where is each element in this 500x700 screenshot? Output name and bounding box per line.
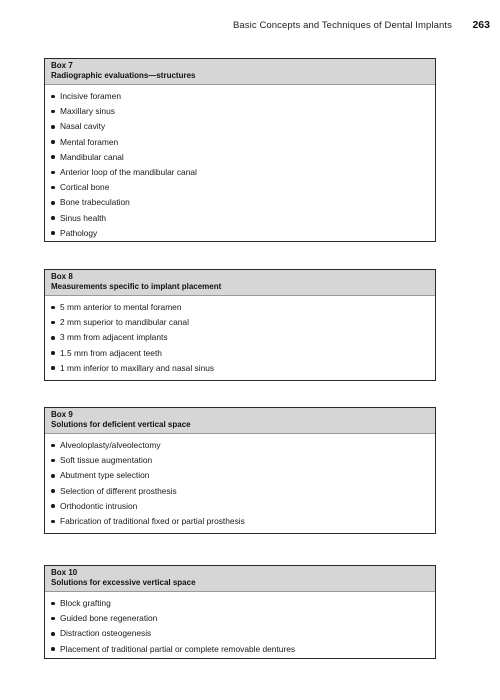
list-item [51, 104, 435, 119]
list-item-text: 5 mm anterior to mental foramen [60, 302, 182, 312]
list-item [51, 135, 435, 150]
list-item-text: Soft tissue augmentation [60, 455, 153, 466]
list-item [51, 119, 435, 134]
box-header [45, 566, 435, 592]
box-7 [44, 58, 436, 242]
box-number: Box 10 [51, 568, 78, 577]
bullet-icon [51, 125, 55, 129]
list-item-text: Orthodontic intrusion [60, 500, 138, 511]
list-item-text: Bone trabeculation [60, 197, 130, 208]
list-item [51, 89, 435, 104]
list-item-text: Fabrication of traditional fixed or partial prosthesis [60, 516, 245, 527]
list-item-text: Block grafting [60, 598, 111, 608]
list-item [51, 484, 435, 499]
box-item-list [45, 296, 435, 376]
bullet-icon [51, 306, 55, 310]
bullet-icon [51, 231, 55, 235]
list-item [51, 226, 435, 241]
list-item [51, 642, 435, 657]
list-item [51, 315, 435, 330]
list-item [51, 611, 435, 626]
bullet-icon [51, 321, 55, 325]
list-item [51, 596, 435, 611]
bullet-icon [51, 366, 55, 370]
list-item-text: Nasal cavity [60, 121, 106, 132]
bullet-icon [51, 351, 55, 355]
bullet-icon [51, 171, 55, 175]
list-item [51, 300, 435, 315]
bullet-icon [51, 504, 55, 508]
list-item-text: 2 mm superior to mandibular canal [60, 317, 189, 328]
list-item-text: 3 mm from adjacent implants [60, 332, 168, 343]
list-item-text: 1.5 mm from adjacent teeth [60, 347, 162, 358]
bullet-icon [51, 95, 55, 99]
box-header [45, 270, 435, 296]
list-item-text: Sinus health [60, 212, 107, 223]
list-item [51, 180, 435, 195]
list-item-text: Mandibular canal [60, 151, 124, 162]
list-item [51, 468, 435, 483]
box-header [45, 59, 435, 85]
list-item [51, 165, 435, 180]
bullet-icon [51, 647, 55, 651]
list-item-text: Cortical bone [60, 182, 110, 193]
list-item [51, 361, 435, 376]
list-item-text: Pathology [60, 227, 98, 238]
bullet-icon [51, 632, 55, 636]
page-number: 263 [472, 19, 490, 31]
bullet-icon [51, 336, 55, 340]
box-number: Box 7 [51, 61, 73, 70]
box-title: Radiographic evaluations—structures [51, 71, 196, 80]
list-item [51, 499, 435, 514]
bullet-icon [51, 474, 55, 478]
list-item [51, 346, 435, 361]
list-item [51, 150, 435, 165]
list-item-text: Placement of traditional partial or complete removable dentures [60, 643, 296, 654]
running-header [0, 20, 500, 34]
box-title: Solutions for excessive vertical space [51, 578, 196, 587]
list-item-text: 1 mm inferior to maxillary and nasal sinus [60, 362, 215, 373]
list-item [51, 438, 435, 453]
list-item [51, 211, 435, 226]
running-header-title: Basic Concepts and Techniques of Dental Implants [232, 20, 452, 31]
list-item [51, 195, 435, 210]
box-title: Solutions for deficient vertical space [51, 420, 191, 429]
box-9 [44, 407, 436, 534]
box-number: Box 9 [51, 410, 73, 419]
bullet-icon [51, 201, 55, 205]
box-number: Box 8 [51, 272, 73, 281]
list-item-text: Incisive foramen [60, 91, 121, 101]
bullet-icon [51, 459, 55, 463]
list-item-text: Mental foramen [60, 136, 119, 147]
bullet-icon [51, 216, 55, 220]
list-item-text: Anterior loop of the mandibular canal [60, 167, 197, 178]
bullet-icon [51, 520, 55, 524]
list-item-text: Maxillary sinus [60, 106, 115, 117]
list-item-text: Distraction osteogenesis [60, 628, 152, 639]
list-item [51, 330, 435, 345]
list-item-text: Abutment type selection [60, 470, 150, 481]
list-item-text: Guided bone regeneration [60, 613, 158, 624]
list-item-text: Alveoloplasty/alveolectomy [60, 440, 161, 450]
bullet-icon [51, 602, 55, 606]
box-item-list [45, 592, 435, 657]
bullet-icon [51, 155, 55, 159]
box-8 [44, 269, 436, 381]
box-10 [44, 565, 436, 659]
box-title: Measurements specific to implant placement [51, 282, 222, 291]
bullet-icon [51, 489, 55, 493]
list-item [51, 626, 435, 641]
list-item-text: Selection of different prosthesis [60, 485, 177, 496]
box-header [45, 408, 435, 434]
bullet-icon [51, 110, 55, 114]
box-item-list [45, 85, 435, 241]
bullet-icon [51, 444, 55, 448]
bullet-icon [51, 140, 55, 144]
list-item [51, 514, 435, 529]
bullet-icon [51, 617, 55, 621]
bullet-icon [51, 186, 55, 190]
box-item-list [45, 434, 435, 529]
list-item [51, 453, 435, 468]
